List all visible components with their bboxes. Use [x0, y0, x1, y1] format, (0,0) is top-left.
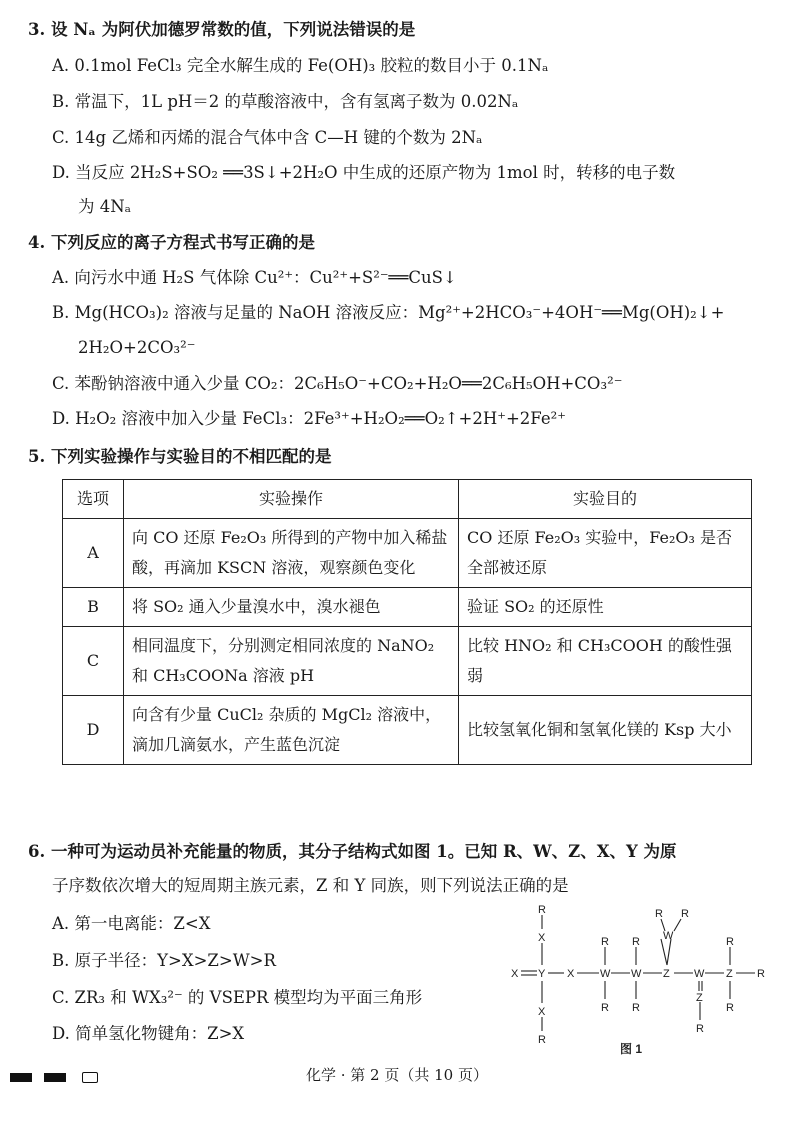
atom-label: R	[696, 1023, 704, 1035]
q6-option-b: B. 原子半径：Y>X>Z>W>R	[52, 951, 276, 970]
atom-label: R	[726, 1002, 734, 1014]
row-operation: 将 SO₂ 通入少量溴水中，溴水褪色	[124, 588, 459, 627]
row-purpose: 比较氢氧化铜和氢氧化镁的 Ksp 大小	[459, 696, 752, 765]
atom-label: Z	[696, 992, 703, 1004]
q4-option-b-cont: 2H₂O+2CO₃²⁻	[78, 338, 196, 357]
q3-option-a: A. 0.1mol FeCl₃ 完全水解生成的 Fe(OH)₃ 胶粒的数目小于 0.1Nₐ	[52, 56, 549, 75]
atom-label: R	[655, 908, 663, 920]
atom-label: R	[601, 1002, 609, 1014]
row-operation: 向含有少量 CuCl₂ 杂质的 MgCl₂ 溶液中，滴加几滴氨水，产生蓝色沉淀	[124, 696, 459, 765]
atom-label: R	[757, 968, 765, 980]
table-row	[63, 627, 752, 696]
table-row	[63, 696, 752, 765]
table-row	[63, 519, 752, 588]
q6-stem-cont: 子序数依次增大的短周期主族元素，Z 和 Y 同族，则下列说法正确的是	[52, 876, 569, 895]
molecular-structure-figure	[505, 905, 770, 1055]
q3-option-b: B. 常温下，1L pH＝2 的草酸溶液中，含有氢离子数为 0.02Nₐ	[52, 92, 519, 111]
header-operation: 实验操作	[124, 480, 459, 519]
atom-label: X	[538, 1006, 546, 1018]
atom-label: W	[663, 930, 674, 942]
row-purpose: 比较 HNO₂ 和 CH₃COOH 的酸性强弱	[459, 627, 752, 696]
row-purpose: CO 还原 Fe₂O₃ 实验中，Fe₂O₃ 是否全部被还原	[459, 519, 752, 588]
q4-stem: 4. 下列反应的离子方程式书写正确的是	[28, 233, 315, 252]
q5-stem: 5. 下列实验操作与实验目的不相匹配的是	[28, 447, 332, 466]
row-key: C	[63, 627, 124, 696]
atom-label: R	[681, 908, 689, 920]
atom-label: X	[567, 968, 575, 980]
header-option: 选项	[63, 480, 124, 519]
row-key: D	[63, 696, 124, 765]
atom-label: W	[600, 968, 611, 980]
q3-option-c: C. 14g 乙烯和丙烯的混合气体中含 C—H 键的个数为 2Nₐ	[52, 128, 483, 147]
experiment-table	[62, 479, 752, 765]
row-key: B	[63, 588, 124, 627]
atom-label: R	[632, 936, 640, 948]
atom-label: W	[631, 968, 642, 980]
table-header-row	[63, 480, 752, 519]
q4-option-b: B. Mg(HCO₃)₂ 溶液与足量的 NaOH 溶液反应：Mg²⁺+2HCO₃⁻+4OH⁻══Mg(OH)₂↓+	[52, 303, 725, 322]
atom-label: X	[511, 968, 519, 980]
atom-label: Z	[726, 968, 733, 980]
atom-label: Y	[538, 968, 546, 980]
q4-option-a: A. 向污水中通 H₂S 气体除 Cu²⁺：Cu²⁺+S²⁻══CuS↓	[52, 268, 457, 287]
q3-stem: 3. 设 Nₐ 为阿伏加德罗常数的值，下列说法错误的是	[28, 20, 416, 39]
table-row	[63, 588, 752, 627]
figure-caption: 图 1	[620, 1042, 643, 1055]
atom-label: R	[726, 936, 734, 948]
q3-option-d-cont: 为 4Nₐ	[78, 197, 132, 216]
q6-stem: 6. 一种可为运动员补充能量的物质，其分子结构式如图 1。已知 R、W、Z、X、Y 为原	[28, 842, 677, 861]
q6-option-c: C. ZR₃ 和 WX₃²⁻ 的 VSEPR 模型均为平面三角形	[52, 988, 423, 1007]
atom-label: W	[694, 968, 705, 980]
row-key: A	[63, 519, 124, 588]
row-operation: 相同温度下，分别测定相同浓度的 NaNO₂ 和 CH₃COONa 溶液 pH	[124, 627, 459, 696]
q4-option-d: D. H₂O₂ 溶液中加入少量 FeCl₃：2Fe³⁺+H₂O₂══O₂↑+2H⁺+2Fe²⁺	[52, 409, 566, 428]
atom-label: R	[601, 936, 609, 948]
q6-option-d: D. 简单氢化物键角：Z>X	[52, 1024, 245, 1043]
q6-option-a: A. 第一电离能：Z<X	[52, 914, 211, 933]
atom-label: X	[538, 932, 546, 944]
header-purpose: 实验目的	[459, 480, 752, 519]
atom-label: R	[632, 1002, 640, 1014]
atom-label: Z	[663, 968, 670, 980]
q3-option-d: D. 当反应 2H₂S+SO₂ ══3S↓+2H₂O 中生成的还原产物为 1mol 时，转移的电子数	[52, 163, 676, 182]
page-footer: 化学 · 第 2 页（共 10 页）	[305, 1066, 488, 1084]
row-purpose: 验证 SO₂ 的还原性	[459, 588, 752, 627]
atom-label: R	[538, 905, 546, 916]
q4-option-c: C. 苯酚钠溶液中通入少量 CO₂：2C₆H₅O⁻+CO₂+H₂O══2C₆H₅OH+CO₃²⁻	[52, 374, 623, 393]
row-operation: 向 CO 还原 Fe₂O₃ 所得到的产物中加入稀盐酸，再滴加 KSCN 溶液，观察颜色变化	[124, 519, 459, 588]
atom-label: R	[538, 1034, 546, 1046]
